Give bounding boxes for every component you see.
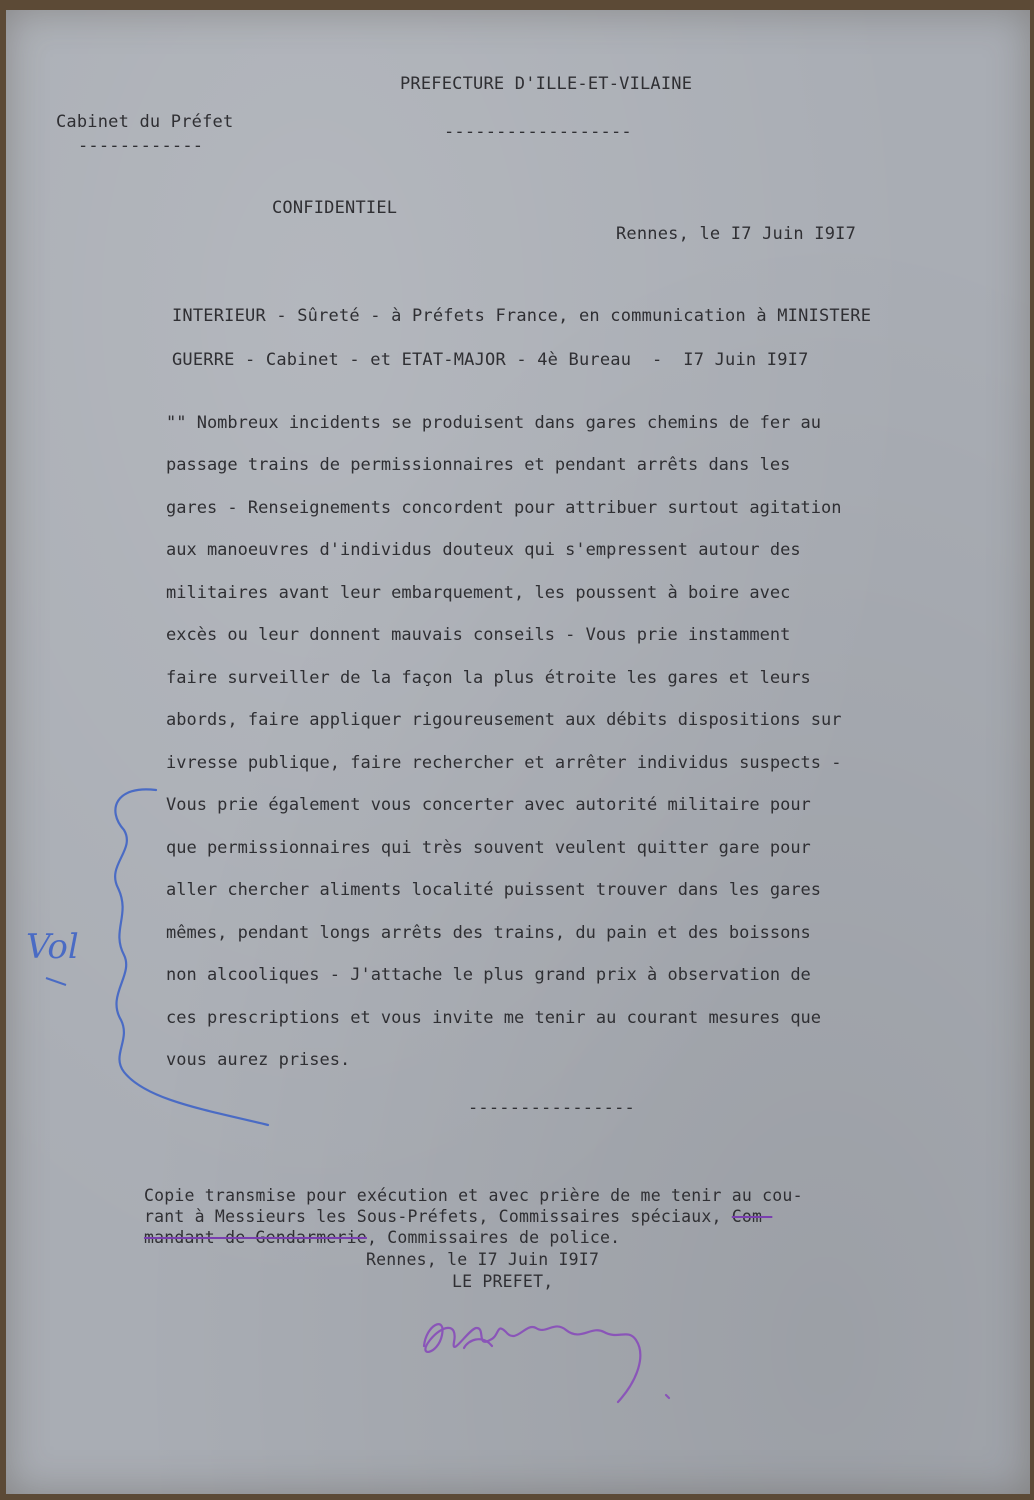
body-line: non alcooliques - J'attache le plus grand prix à observation de xyxy=(166,965,811,985)
prefecture-rule: ------------------ xyxy=(444,122,632,142)
body-line: excès ou leur donnent mauvais conseils - Vous prie instamment xyxy=(166,625,791,645)
body-line: aller chercher aliments localité puissent trouver dans les gares xyxy=(166,880,822,900)
body-line: "" Nombreux incidents se produisent dans gares chemins de fer au xyxy=(166,413,822,433)
confidential-label: CONFIDENTIEL xyxy=(272,198,398,218)
body-line: passage trains de permissionnaires et pendant arrêts dans les xyxy=(166,455,791,475)
margin-annotation-layer xyxy=(6,10,1030,1494)
routing-line-2: GUERRE - Cabinet - et ETAT-MAJOR - 4è Bureau - I7 Juin I9I7 xyxy=(172,350,809,370)
prefecture-heading: PREFECTURE D'ILLE-ET-VILAINE xyxy=(400,74,693,94)
body-line: Vous prie également vous concerter avec autorité militaire pour xyxy=(166,795,811,815)
document-sheet xyxy=(6,10,1030,1494)
footer-line-2-text: rant à Messieurs les Sous-Préfets, Commissaires spéciaux, xyxy=(144,1207,732,1226)
body-line: mêmes, pendant longs arrêts des trains, du pain et des boissons xyxy=(166,923,811,943)
cabinet-label: Cabinet du Préfet xyxy=(56,112,234,132)
body-line: que permissionnaires qui très souvent veulent quitter gare pour xyxy=(166,838,811,858)
blue-pencil-brace xyxy=(115,789,268,1125)
routing-line-1: INTERIEUR - Sûreté - à Préfets France, en communication à MINISTERE xyxy=(172,306,872,326)
body-line: aux manoeuvres d'individus douteux qui s'empressent autour des xyxy=(166,540,801,560)
body-end-rule: ---------------- xyxy=(468,1098,635,1118)
body-line: militaires avant leur embarquement, les poussent à boire avec xyxy=(166,583,791,603)
body-line: ces prescriptions et vous invite me tenir au courant mesures que xyxy=(166,1008,822,1028)
body-line: abords, faire appliquer rigoureusement aux débits dispositions sur xyxy=(166,710,842,730)
body-line: gares - Renseignements concordent pour attribuer surtout agitation xyxy=(166,498,842,518)
footer-struck-text-2: mandant de Gendarmerie xyxy=(144,1228,367,1247)
cabinet-rule: ------------ xyxy=(78,136,204,156)
margin-note: Vol xyxy=(26,927,79,967)
footer-line-3-text: , Commissaires de police. xyxy=(366,1228,621,1247)
footer-struck-text-1: Com- xyxy=(731,1207,773,1226)
footer-signatory: LE PREFET, xyxy=(452,1272,554,1291)
footer-date: Rennes, le I7 Juin I9I7 xyxy=(366,1250,600,1269)
body-line: ivresse publique, faire rechercher et arrêter individus suspects - xyxy=(166,753,842,773)
body-line: vous aurez prises. xyxy=(166,1050,351,1070)
margin-note-underline xyxy=(46,978,66,985)
footer-line-1: Copie transmise pour exécution et avec prière de me tenir au cou- xyxy=(144,1186,803,1205)
body-line: faire surveiller de la façon la plus étroite les gares et leurs xyxy=(166,668,811,688)
date-line: Rennes, le I7 Juin I9I7 xyxy=(616,224,857,244)
prefect-signature xyxy=(424,1324,669,1402)
